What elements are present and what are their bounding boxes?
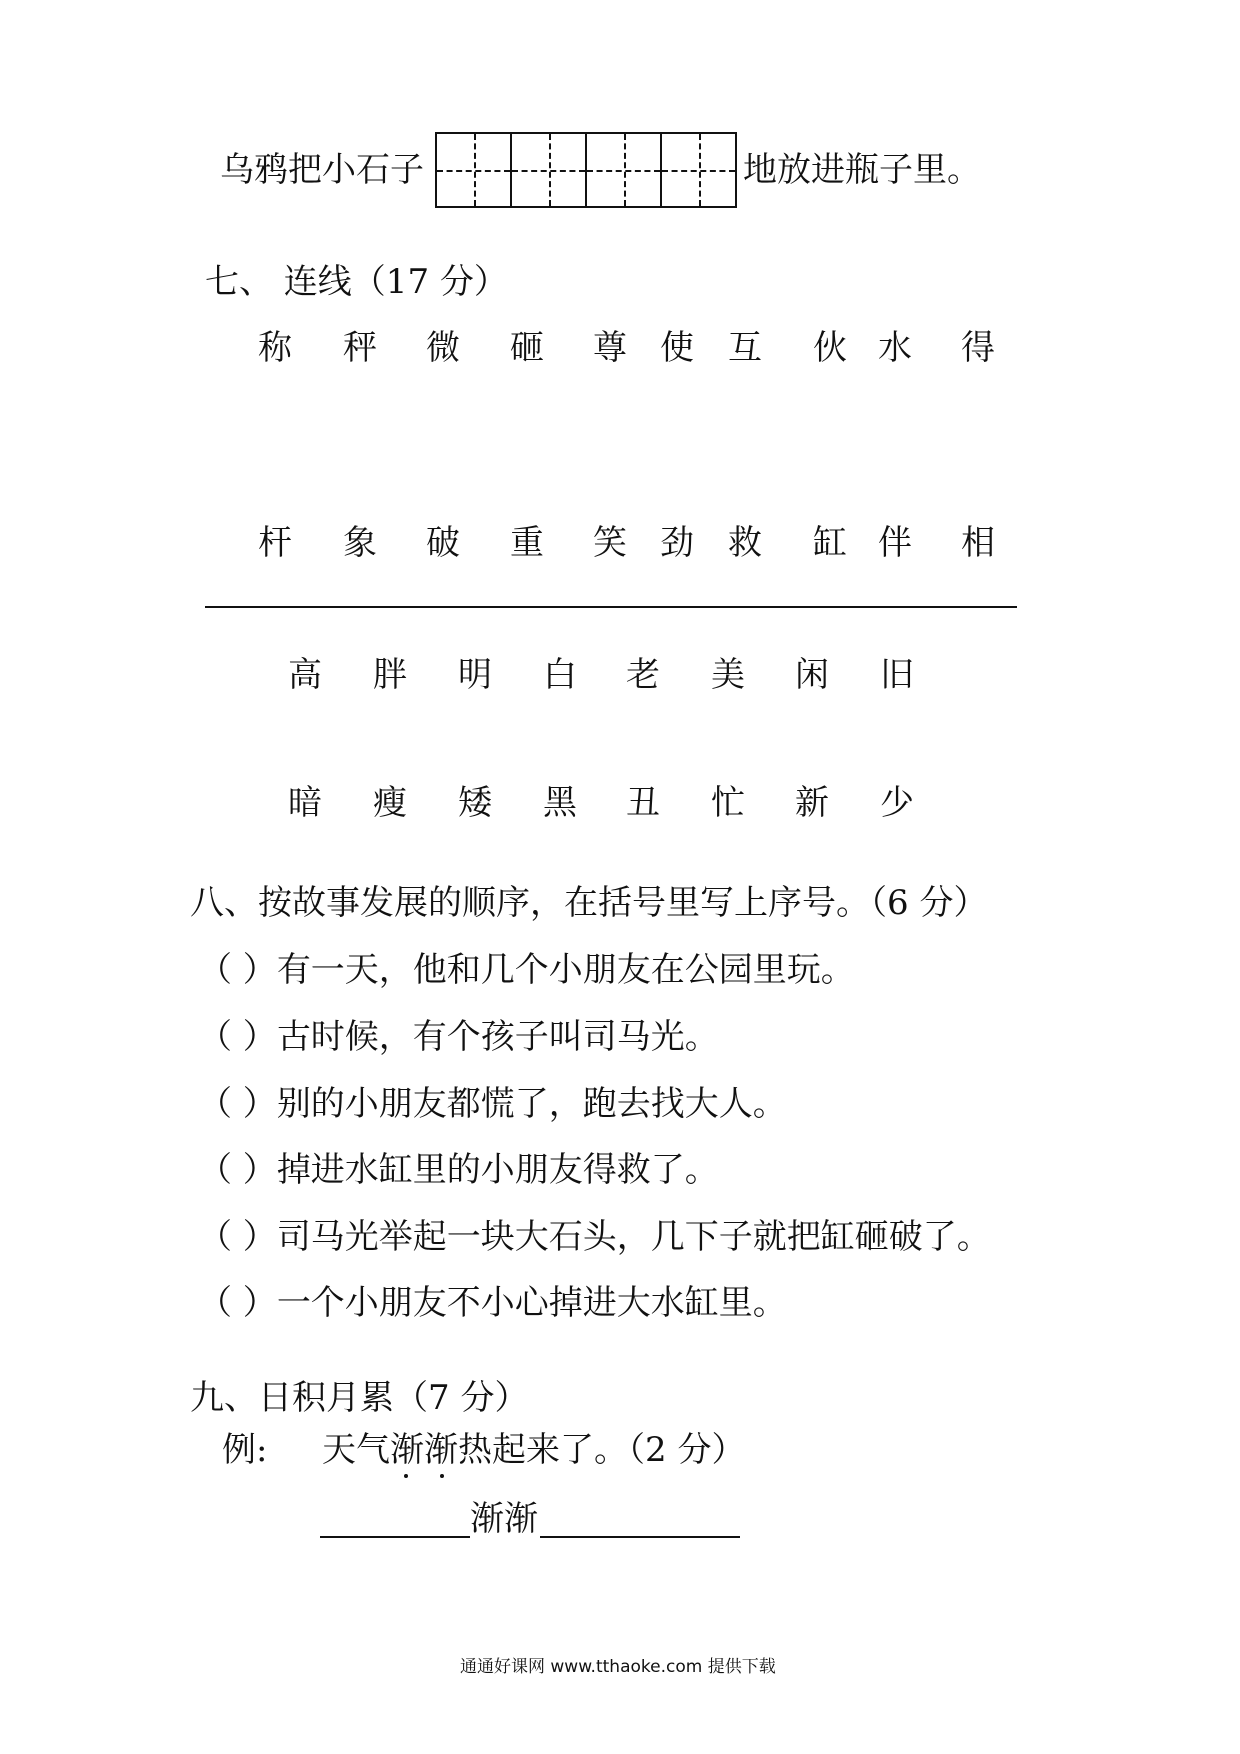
match-char[interactable]: 新 [795,783,829,823]
match-char[interactable]: 秤 [343,328,377,368]
match-char[interactable]: 忙 [711,783,745,823]
order-blank[interactable]: （ ） [198,1150,277,1190]
match-char[interactable]: 劲 [660,523,694,563]
emphasis-dot [404,1474,408,1478]
order-blank[interactable]: （ ） [198,950,277,990]
order-text: 别的小朋友都慌了，跑去找大人。 [276,1084,787,1124]
match-char[interactable]: 微 [426,328,460,368]
match-char[interactable]: 互 [728,328,762,368]
match-char[interactable]: 矮 [458,783,492,823]
footer-text: 通通好课网 www.tthaoke.com 提供下载 [460,1657,776,1677]
order-text: 掉进水缸里的小朋友得救了。 [276,1150,719,1190]
match-char[interactable]: 相 [961,523,995,563]
match-char[interactable]: 老 [626,655,660,695]
match-char[interactable]: 伴 [878,523,912,563]
match-char[interactable]: 破 [426,523,460,563]
match-row-4 [0,783,1240,823]
match-char[interactable]: 高 [288,655,322,695]
order-text: 古时候，有个孩子叫司马光。 [276,1017,719,1057]
order-item [198,950,855,990]
match-char[interactable]: 暗 [288,783,322,823]
order-text: 一个小朋友不小心掉进大水缸里。 [276,1283,787,1323]
match-row-3 [0,655,1240,695]
match-char[interactable]: 明 [458,655,492,695]
match-char[interactable]: 得 [961,328,995,368]
grid-cell[interactable] [437,134,512,206]
match-char[interactable]: 救 [728,523,762,563]
example-sentence: 天气渐渐热起来了。（2 分） [322,1430,746,1470]
match-char[interactable]: 胖 [373,655,407,695]
match-char[interactable]: 旧 [880,655,914,695]
match-char[interactable]: 称 [258,328,292,368]
q6-sentence-end: 地放进瓶子里。 [743,150,981,190]
match-char[interactable]: 杆 [258,523,292,563]
match-char[interactable]: 笑 [593,523,627,563]
match-char[interactable]: 象 [343,523,377,563]
fill-word: 渐渐 [470,1499,538,1539]
match-row-2 [0,523,1240,563]
order-item [198,1150,719,1190]
match-char[interactable]: 瘦 [373,783,407,823]
match-char[interactable]: 重 [510,523,544,563]
example-label: 例: [222,1430,268,1470]
order-item [198,1217,991,1257]
answer-blank-left[interactable] [320,1536,470,1538]
match-char[interactable]: 伙 [813,328,847,368]
order-blank[interactable]: （ ） [198,1017,277,1057]
section7-heading: 七、 连线（17 分） [205,262,508,302]
match-char[interactable]: 闲 [795,655,829,695]
order-item [198,1283,787,1323]
answer-blank-right[interactable] [540,1536,740,1538]
match-row-1 [0,328,1240,368]
grid-cell[interactable] [512,134,587,206]
section9-heading: 九、日积月累（7 分） [190,1378,529,1418]
writing-grid[interactable] [435,132,737,208]
match-char[interactable]: 少 [880,783,914,823]
order-text: 有一天，他和几个小朋友在公园里玩。 [276,950,855,990]
match-char[interactable]: 黑 [543,783,577,823]
match-char[interactable]: 缸 [813,523,847,563]
order-item [198,1084,787,1124]
match-char[interactable]: 水 [878,328,912,368]
match-char[interactable]: 美 [711,655,745,695]
section8-heading: 八、按故事发展的顺序，在括号里写上序号。（6 分） [190,883,988,923]
match-char[interactable]: 丑 [626,783,660,823]
divider-line [205,606,1017,608]
grid-cell[interactable] [587,134,662,206]
match-char[interactable]: 使 [660,328,694,368]
order-blank[interactable]: （ ） [198,1217,277,1257]
match-char[interactable]: 白 [543,655,577,695]
order-blank[interactable]: （ ） [198,1283,277,1323]
order-item [198,1017,719,1057]
order-blank[interactable]: （ ） [198,1084,277,1124]
emphasis-dot [440,1474,444,1478]
match-char[interactable]: 砸 [510,328,544,368]
order-text: 司马光举起一块大石头，几下子就把缸砸破了。 [276,1217,991,1257]
q6-sentence-start: 乌鸦把小石子 [220,150,424,190]
grid-cell[interactable] [662,134,735,206]
match-char[interactable]: 尊 [593,328,627,368]
